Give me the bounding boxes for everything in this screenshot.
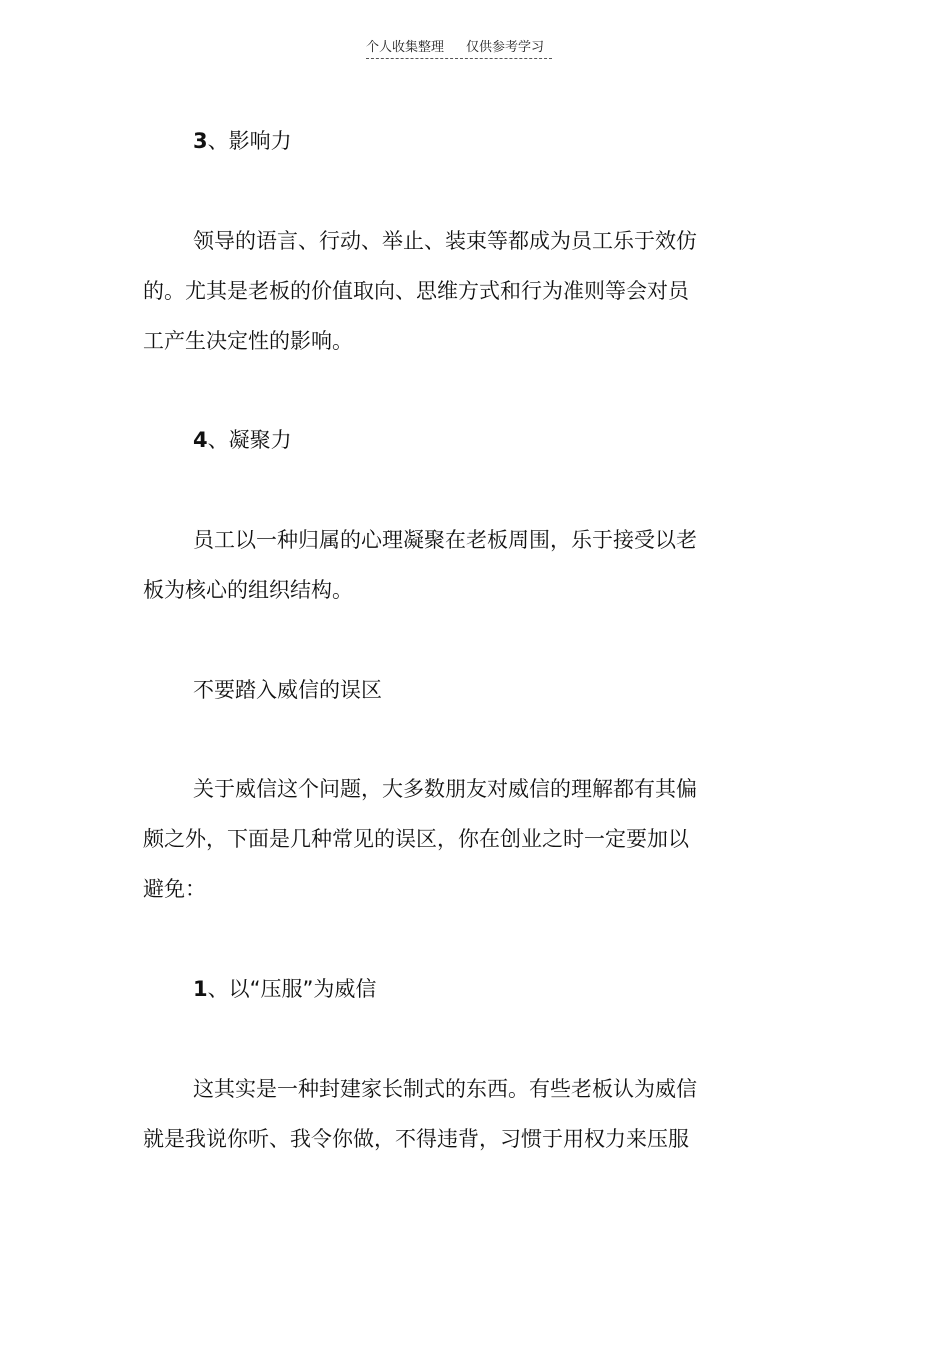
paragraph-line: 避免： (143, 877, 206, 901)
header-left-text: 个人收集整理 (366, 40, 445, 55)
paragraph-line: 颇之外，下面是几种常见的误区，你在创业之时一定要加以 (143, 827, 689, 851)
header-right-text: 仅供参考学习 (466, 40, 545, 55)
heading-number: 3 (193, 129, 208, 153)
paragraph-line: 就是我说你听、我令你做，不得违背，习惯于用权力来压服 (143, 1127, 689, 1151)
heading-text: 、凝聚力 (207, 428, 292, 452)
heading-text: 、以“压服”为威信 (207, 977, 377, 1001)
section-title-pitfalls (143, 665, 723, 715)
heading-influence (143, 116, 723, 166)
paragraph-influence (143, 216, 723, 366)
paragraph-cohesion (143, 515, 723, 615)
heading-number: 1 (193, 977, 208, 1001)
paragraph-line: 的。尤其是老板的价值取向、思维方式和行为准则等会对员 (143, 279, 689, 303)
paragraph-line: 这其实是一种封建家长制式的东西。有些老板认为威信 (193, 1077, 697, 1101)
paragraph-line: 领导的语言、行动、举止、装束等都成为员工乐于效仿 (193, 229, 697, 253)
paragraph-line: 工产生决定性的影响。 (143, 329, 353, 353)
paragraph-pitfalls-intro (143, 764, 723, 914)
heading-number: 4 (193, 428, 208, 452)
paragraph-suppression (143, 1064, 723, 1164)
paragraph-line: 员工以一种归属的心理凝聚在老板周围，乐于接受以老 (193, 528, 697, 552)
paragraph-line: 板为核心的组织结构。 (143, 578, 353, 602)
heading-suppression (143, 964, 723, 1014)
heading-cohesion (143, 415, 723, 465)
section-title-text: 不要踏入威信的误区 (193, 678, 382, 702)
page-header (366, 38, 552, 59)
paragraph-line: 关于威信这个问题，大多数朋友对威信的理解都有其偏 (193, 777, 697, 801)
heading-text: 、影响力 (207, 129, 292, 153)
